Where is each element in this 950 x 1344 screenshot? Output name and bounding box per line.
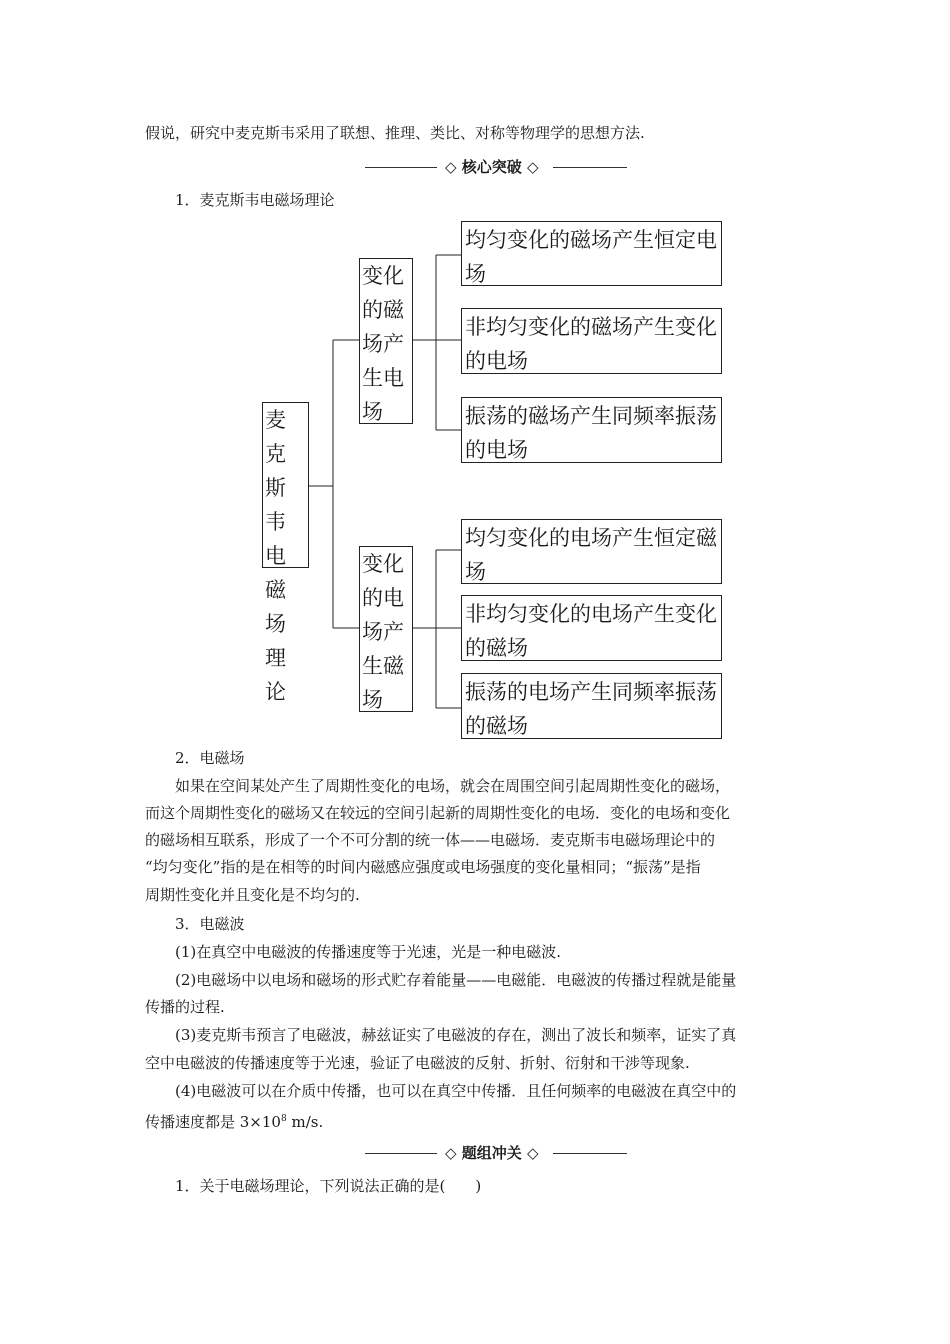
leaf-line: 振荡的电场产生同频率振荡 xyxy=(465,680,717,704)
branch-line: 的电 xyxy=(362,586,404,610)
paragraph-line: 的磁场相互联系，形成了一个不可分割的统一体——电磁场．麦克斯韦电磁场理论中的 xyxy=(145,831,716,849)
paragraph-line-speed xyxy=(145,1109,323,1132)
root-line: 场理 xyxy=(265,612,286,670)
branch-box-magnetic xyxy=(359,258,413,424)
leaf-line: 均匀变化的磁场产生恒定电 xyxy=(465,228,717,252)
leaf-box-b3 xyxy=(461,673,722,739)
leaf-line: 的电场 xyxy=(465,349,528,373)
branch-line: 场 xyxy=(362,688,383,712)
section-title-1: 1．麦克斯韦电磁场理论 xyxy=(175,191,335,209)
branch-line: 生电 xyxy=(362,366,404,390)
branch-line: 的磁 xyxy=(362,298,404,322)
root-line: 麦克 xyxy=(265,408,286,466)
banner-rule-right xyxy=(553,1153,627,1154)
branch-line: 场产 xyxy=(362,332,404,356)
banner-rule-left xyxy=(365,1153,437,1154)
branch-box-electric xyxy=(359,546,413,712)
leaf-box-b1 xyxy=(461,519,722,584)
leaf-box-b2 xyxy=(461,595,722,661)
root-box xyxy=(262,402,309,704)
leaf-line: 场 xyxy=(465,262,486,286)
section-title-2: 2．电磁场 xyxy=(175,749,245,767)
paragraph-line: (3)麦克斯韦预言了电磁波，赫兹证实了电磁波的存在，测出了波长和频率，证实了真 xyxy=(175,1026,737,1044)
section-title-3: 3．电磁波 xyxy=(175,915,245,933)
leaf-line: 场 xyxy=(465,560,486,584)
section-banner-practice xyxy=(365,1143,627,1163)
paragraph-line: 空中电磁波的传播速度等于光速，验证了电磁波的反射、折射、衍射和干涉等现象. xyxy=(145,1054,690,1072)
speed-text-post: m/s. xyxy=(286,1113,324,1131)
leaf-line: 的电场 xyxy=(465,438,528,462)
leaf-box-a1 xyxy=(461,221,722,286)
paragraph-line: (2)电磁场中以电场和磁场的形式贮存着能量——电磁能．电磁波的传播过程就是能量 xyxy=(175,971,737,989)
paragraph-line: 传播的过程. xyxy=(145,998,225,1016)
question-1: 1．关于电磁场理论，下列说法正确的是( ) xyxy=(175,1177,482,1195)
banner-title: ◇ 核心突破 ◇ xyxy=(445,158,539,176)
leaf-line: 的磁场 xyxy=(465,714,528,738)
root-line: 电磁 xyxy=(265,544,286,602)
leaf-line: 非均匀变化的磁场产生变化 xyxy=(465,315,717,339)
banner-title: ◇ 题组冲关 ◇ xyxy=(445,1144,539,1162)
intro-line: 假说，研究中麦克斯韦采用了联想、推理、类比、对称等物理学的思想方法. xyxy=(145,124,645,142)
branch-line: 生磁 xyxy=(362,654,404,678)
branch-line: 变化 xyxy=(362,264,404,288)
leaf-line: 的磁场 xyxy=(465,636,528,660)
branch-line: 变化 xyxy=(362,552,404,576)
root-line: 斯韦 xyxy=(265,476,286,534)
paragraph-line: 如果在空间某处产生了周期性变化的电场，就会在周围空间引起周期性变化的磁场， xyxy=(175,777,731,795)
leaf-line: 振荡的磁场产生同频率振荡 xyxy=(465,404,717,428)
leaf-box-a3 xyxy=(461,397,722,463)
speed-text-pre: 传播速度都是 3×10 xyxy=(145,1113,281,1131)
leaf-line: 非均匀变化的电场产生变化 xyxy=(465,602,717,626)
branch-line: 场 xyxy=(362,400,383,424)
paragraph-line: 周期性变化并且变化是不均匀的. xyxy=(145,886,360,904)
speed-exponent: 8 xyxy=(280,1114,287,1124)
paragraph-line: (4)电磁波可以在介质中传播，也可以在真空中传播．且任何频率的电磁波在真空中的 xyxy=(175,1082,737,1100)
branch-line: 场产 xyxy=(362,620,404,644)
paragraph-line: 而这个周期性变化的磁场又在较远的空间引起新的周期性变化的电场．变化的电场和变化 xyxy=(145,804,731,822)
leaf-line: 均匀变化的电场产生恒定磁 xyxy=(465,526,717,550)
paragraph-line: “均匀变化”指的是在相等的时间内磁感应强度或电场强度的变化量相同；“振荡”是指 xyxy=(145,858,701,876)
root-line: 论 xyxy=(265,680,286,704)
paragraph-line: (1)在真空中电磁波的传播速度等于光速，光是一种电磁波. xyxy=(175,943,562,961)
leaf-box-a2 xyxy=(461,308,722,374)
